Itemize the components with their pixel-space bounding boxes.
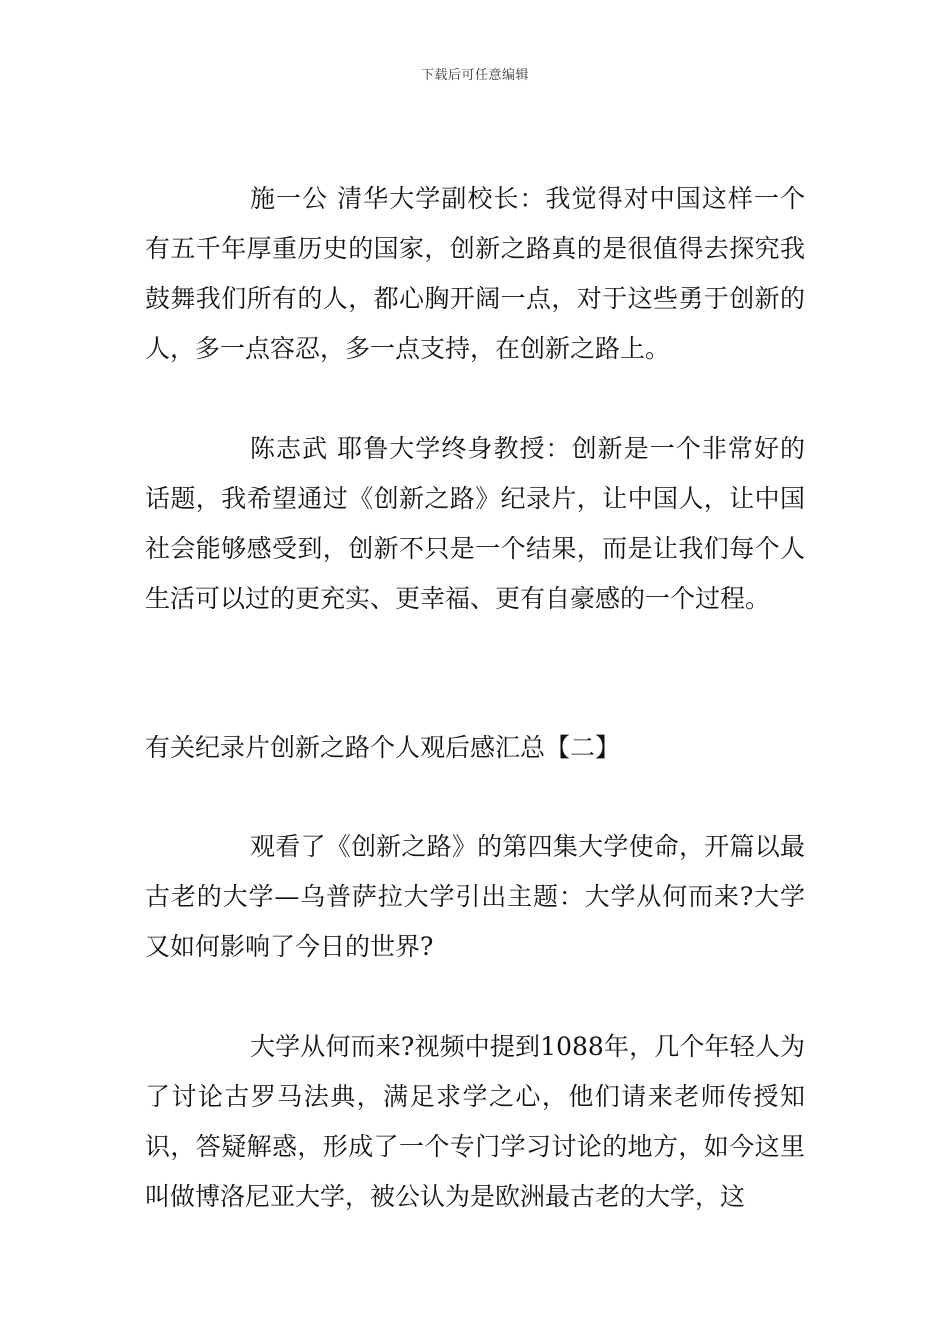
- section-heading: 有关纪录片创新之路个人观后感汇总【二】: [145, 733, 621, 762]
- paragraph-chen-zhiwu: 陈志武 耶鲁大学终身教授：创新是一个非常好的话题，我希望通过《创新之路》纪录片，让中国人，让中国社会能够感受到，创新不只是一个结果，而是让我们每个人生活可以过的更充实、更幸福、更有自豪感的一个过程。: [145, 434, 805, 613]
- page-header: 下载后可任意编辑: [420, 68, 529, 83]
- paragraph-university-origin: 大学从何而来?视频中提到1088年，几个年轻人为了讨论古罗马法典，满足求学之心，他们请来老师传授知识，答疑解惑，形成了一个专门学习讨论的地方，如今这里叫做博洛尼亚大学，被公认为是欧洲最古老的大学，这: [145, 1032, 805, 1211]
- paragraph-episode-four: 观看了《创新之路》的第四集大学使命，开篇以最古老的大学—乌普萨拉大学引出主题：大学从何而来?大学又如何影响了今日的世界?: [145, 832, 805, 961]
- paragraph-shi-yigong: 施一公 清华大学副校长：我觉得对中国这样一个有五千年厚重历史的国家，创新之路真的是很值得去探究我鼓舞我们所有的人，都心胸开阔一点，对于这些勇于创新的人，多一点容忍，多一点支持，在创新之路上。: [145, 184, 805, 363]
